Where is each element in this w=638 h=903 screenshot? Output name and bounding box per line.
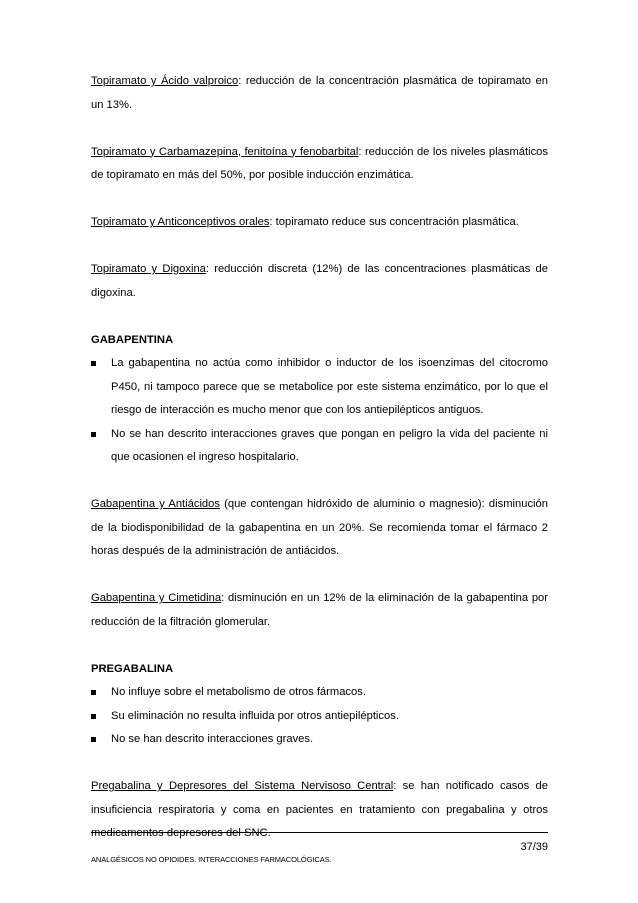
drug-pair: Topiramato y Digoxina	[91, 263, 206, 275]
drug-pair: Topiramato y Carbamazepina, fenitoína y fenobarbital	[91, 145, 359, 158]
drug-pair: Gabapentina y Antiácidos	[91, 498, 220, 510]
interaction-effect: : disminución en un 12% de la eliminación de la gabapentina por reducción de la filtración glomerular.	[91, 592, 549, 628]
footer-divider	[91, 832, 548, 833]
page-content	[91, 70, 548, 869]
interaction-effect: (que contengan hidróxido de aluminio o magnesio): disminución de la biodisponibilidad de la gabapentina en un 20%. Se recomienda tomar el fármaco 2 horas después de la administración de antiácidos.	[91, 498, 548, 557]
list-item-text: Su eliminación no resulta influida por otros antiepilépticos.	[111, 709, 399, 722]
interaction-paragraph	[91, 141, 548, 188]
pregabalina-bullet-list	[91, 681, 548, 752]
list-item	[91, 705, 548, 729]
footer-title: ANALGÉSICOS NO OPIOIDES. INTERACCIONES FARMACOLÓGICAS.	[91, 855, 332, 864]
interaction-effect: : reducción de la concentración plasmática de topiramato en un 13%.	[91, 75, 548, 111]
interaction-paragraph	[91, 211, 548, 235]
list-item-text: No influye sobre el metabolismo de otros fármacos.	[111, 686, 366, 698]
gabapentina-bullet-list	[91, 352, 548, 470]
page-number: 37/39	[520, 841, 548, 853]
interaction-paragraph	[91, 493, 548, 564]
list-item	[91, 681, 548, 705]
interaction-paragraph	[91, 258, 548, 305]
list-item	[91, 352, 548, 423]
interaction-effect: : se han notificado casos de insuficiencia respiratoria y coma en pacientes en tratamiento con pregabalina y otros medicamentos depresores del SNC.	[91, 780, 548, 839]
list-item-text: La gabapentina no actúa como inhibidor o inductor de los isoenzimas del citocromo P450, ni tampoco parece que se metabolice por este sistema enzimático, por lo que el riesgo de interacción es mucho menor que con los antiepilépticos antiguos.	[111, 357, 548, 416]
interaction-effect: : topiramato reduce sus concentración plasmática.	[269, 216, 519, 228]
square-bullet-icon	[91, 690, 96, 695]
drug-pair: Gabapentina y Cimetidina	[91, 592, 222, 604]
interaction-paragraph	[91, 587, 548, 634]
interaction-effect: : reducción discreta (12%) de las concentraciones plasmáticas de digoxina.	[91, 263, 548, 299]
list-item	[91, 423, 548, 470]
list-item-text: No se han descrito interacciones graves.	[111, 733, 314, 745]
square-bullet-icon	[91, 432, 96, 437]
drug-pair: Topiramato y Ácido valproico	[91, 75, 239, 87]
interaction-paragraph	[91, 70, 548, 117]
interaction-effect: : reducción de los niveles plasmáticos de topiramato en más del 50%, por posible inducción enzimática.	[91, 145, 548, 181]
list-item	[91, 728, 548, 752]
drug-pair: Topiramato y Anticonceptivos orales	[91, 216, 270, 228]
interaction-paragraph	[91, 775, 548, 846]
square-bullet-icon	[91, 714, 96, 719]
section-heading-gabapentina: GABAPENTINA	[91, 333, 174, 346]
section-heading-pregabalina: PREGABALINA	[91, 662, 174, 675]
list-item-text: No se han descrito interacciones graves que pongan en peligro la vida del paciente ni que ocasionen el ingreso hospitalario.	[111, 427, 548, 463]
square-bullet-icon	[91, 737, 96, 742]
square-bullet-icon	[91, 361, 96, 366]
drug-pair: Pregabalina y Depresores del Sistema Nervisoso Central	[91, 780, 394, 792]
